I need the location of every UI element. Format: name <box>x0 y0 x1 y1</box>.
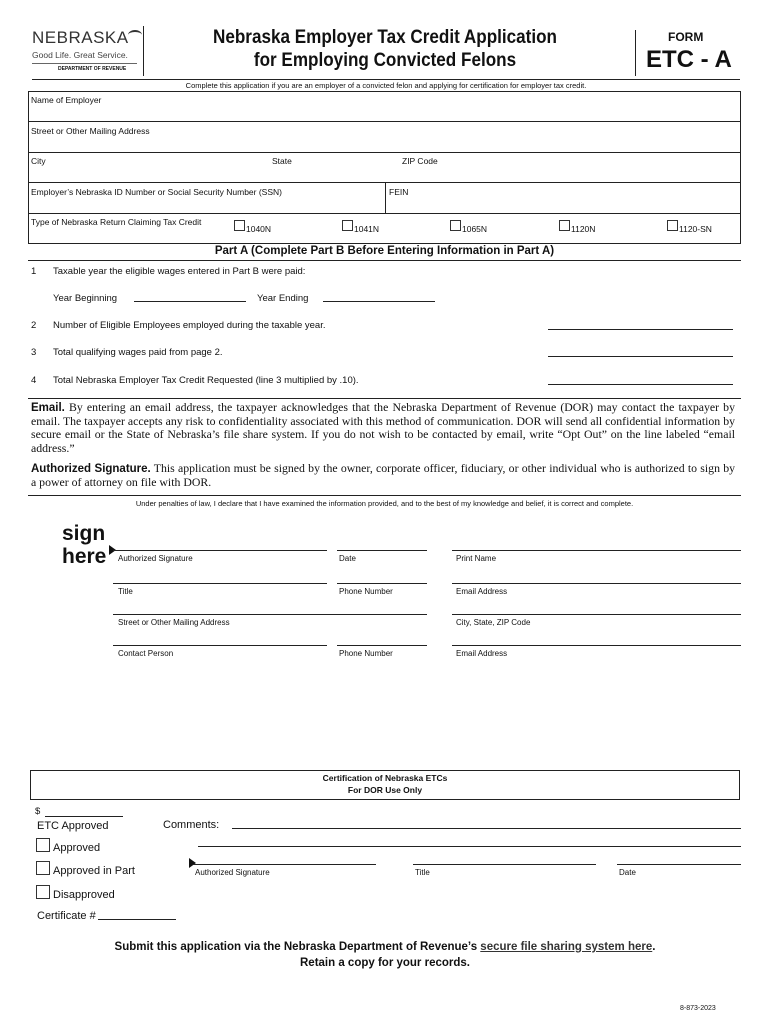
date-field[interactable] <box>337 550 427 551</box>
checkbox-1120n[interactable] <box>559 220 570 231</box>
dor-date-label: Date <box>619 868 636 877</box>
form-number: 8-873-2023 <box>680 1005 716 1012</box>
label-1120n: 1120N <box>571 224 596 234</box>
line-3-text: Total qualifying wages paid from page 2. <box>53 347 223 358</box>
title-field[interactable] <box>113 583 327 584</box>
disapproved-label: Disapproved <box>53 889 115 901</box>
year-ending-field[interactable] <box>323 301 435 302</box>
label-1040n: 1040N <box>246 224 272 234</box>
dor-signature-field[interactable] <box>193 864 376 865</box>
logo-tagline: Good Life. Great Service. <box>32 50 128 60</box>
email-label: Email Address <box>456 587 508 596</box>
submit-suffix: . <box>652 941 656 953</box>
employer-name-field[interactable] <box>29 104 740 120</box>
comments-field-2[interactable] <box>198 846 741 847</box>
disapproved-checkbox[interactable] <box>36 885 50 899</box>
label-1120sn: 1120-SN <box>679 224 712 234</box>
instruction-text: Complete this application if you are an employer of a convicted felon and applying for certification for employer tax credit. <box>185 81 587 90</box>
print-name-label: Print Name <box>456 554 497 563</box>
fein-field[interactable] <box>386 196 740 212</box>
label-1065n: 1065N <box>462 224 488 234</box>
phone-field[interactable] <box>337 583 427 584</box>
email-field[interactable] <box>452 583 741 584</box>
logo-swoosh-icon <box>128 30 142 40</box>
contact-phone-label: Phone Number <box>339 649 393 658</box>
dor-date-field[interactable] <box>617 864 741 865</box>
form-label: FORM <box>668 30 704 44</box>
street-field[interactable] <box>29 135 740 151</box>
certification-subtitle: For DOR Use Only <box>347 785 423 795</box>
line-3-number: 3 <box>31 347 37 358</box>
zip-field[interactable] <box>400 165 740 181</box>
label-1041n: 1041N <box>354 224 380 234</box>
contact-person-field[interactable] <box>113 645 327 646</box>
line-1-text: Taxable year the eligible wages entered in Part B were paid: <box>53 266 306 277</box>
email-notice <box>31 401 735 455</box>
employer-id-label: Employer’s Nebraska ID Number or Social Security Number (SSN) <box>31 187 282 197</box>
sig-street-field[interactable] <box>113 614 427 615</box>
email-text: By entering an email address, the taxpayer acknowledges that the Nebraska Department of Revenue (DOR) may contact the taxpayer by email. The taxpayer accepts any risk to confidentiality associated with this method of communication. DOR will send all confidential information by secure email or the State of Nebraska’s file share system. If you do not wish to be contacted by email, write “Opt Out” on the line labeled “email address.” <box>31 400 735 455</box>
line-2-field[interactable] <box>548 329 733 330</box>
comments-label: Comments: <box>163 819 220 831</box>
street-label: Street or Other Mailing Address <box>31 126 150 136</box>
email-heading: Email. <box>31 402 65 414</box>
year-beginning-label: Year Beginning <box>53 293 118 304</box>
part-a-heading: Part A (Complete Part B Before Entering Information in Part A) <box>214 245 555 257</box>
checkbox-1120sn[interactable] <box>667 220 678 231</box>
city-field[interactable] <box>29 165 269 181</box>
approved-label: Approved <box>53 842 101 854</box>
comments-field-1[interactable] <box>232 828 741 829</box>
contact-phone-field[interactable] <box>337 645 427 646</box>
return-type-label: Type of Nebraska Return Claiming Tax Credit <box>31 217 202 227</box>
retain-copy-text: Retain a copy for your records. <box>300 957 470 969</box>
secure-file-sharing-link[interactable]: secure file sharing system here <box>480 941 653 953</box>
year-ending-label: Year Ending <box>257 293 309 304</box>
certification-title: Certification of Nebraska ETCs <box>322 773 448 783</box>
dor-signature-arrow-icon <box>189 858 196 868</box>
line-4-text: Total Nebraska Employer Tax Credit Requested (line 3 multiplied by .10). <box>53 375 359 386</box>
checkbox-1040n[interactable] <box>234 220 245 231</box>
checkbox-1041n[interactable] <box>342 220 353 231</box>
auth-notice <box>31 462 735 489</box>
certificate-number-label: Certificate # <box>37 910 96 922</box>
submit-prefix: Submit this application via the Nebraska Department of Revenue’s <box>114 941 481 953</box>
fein-label: FEIN <box>389 187 409 197</box>
approved-in-part-label: Approved in Part <box>53 865 135 877</box>
contact-email-field[interactable] <box>452 645 741 646</box>
sig-street-label: Street or Other Mailing Address <box>118 618 230 627</box>
dor-title-label: Title <box>415 868 430 877</box>
phone-label: Phone Number <box>339 587 393 596</box>
checkbox-1065n[interactable] <box>450 220 461 231</box>
approved-in-part-checkbox[interactable] <box>36 861 50 875</box>
city-label: City <box>31 156 46 166</box>
etc-approved-label: ETC Approved <box>37 820 109 832</box>
here-label: here <box>62 545 107 568</box>
sig-city-field[interactable] <box>452 614 741 615</box>
logo-department: DEPARTMENT OF REVENUE <box>58 66 127 72</box>
print-name-field[interactable] <box>452 550 741 551</box>
employer-name-label: Name of Employer <box>31 95 102 105</box>
state-field[interactable] <box>270 165 398 181</box>
certificate-number-field[interactable] <box>98 919 176 920</box>
sig-city-label: City, State, ZIP Code <box>456 618 531 627</box>
dor-signature-label: Authorized Signature <box>195 868 270 877</box>
line-2-text: Number of Eligible Employees employed during the taxable year. <box>53 320 326 331</box>
state-label: State <box>272 156 292 166</box>
logo-rule <box>32 63 137 64</box>
line-3-field[interactable] <box>548 356 733 357</box>
dor-title-field[interactable] <box>413 864 596 865</box>
line-4-number: 4 <box>31 375 37 386</box>
dollar-sign: $ <box>35 806 41 817</box>
declaration-text: Under penalties of law, I declare that I have examined the information provided, and to the best of my knowledge and belief, it is correct and complete. <box>135 499 634 508</box>
line-4-field[interactable] <box>548 384 733 385</box>
auth-text: This application must be signed by the owner, corporate officer, fiduciary, or other individual who is authorized to sign by a power of attorney on file with DOR. <box>31 461 735 490</box>
authorized-signature-label: Authorized Signature <box>118 554 193 563</box>
line-1-number: 1 <box>31 266 37 277</box>
auth-heading: Authorized Signature. <box>31 463 151 475</box>
title-label: Title <box>118 587 133 596</box>
submit-instructions <box>30 941 740 953</box>
year-beginning-field[interactable] <box>134 301 246 302</box>
zip-label: ZIP Code <box>402 156 438 166</box>
employer-id-field[interactable] <box>29 196 384 212</box>
header-rule <box>32 79 740 80</box>
authorized-signature-field[interactable] <box>113 550 327 551</box>
form-title-line1: Nebraska Employer Tax Credit Application <box>213 27 557 48</box>
logo-name: NEBRASKA <box>32 28 129 47</box>
date-label: Date <box>339 554 356 563</box>
form-title-line2: for Employing Convicted Felons <box>253 50 517 71</box>
sign-label: sign <box>62 522 106 545</box>
logo-divider <box>143 26 144 76</box>
form-id-divider <box>635 30 636 76</box>
nebraska-logo <box>32 28 142 76</box>
contact-person-label: Contact Person <box>118 649 174 658</box>
contact-email-label: Email Address <box>456 649 508 658</box>
line-2-number: 2 <box>31 320 37 331</box>
form-id: ETC - A <box>646 46 732 73</box>
etc-amount-field[interactable] <box>45 816 123 817</box>
approved-checkbox[interactable] <box>36 838 50 852</box>
